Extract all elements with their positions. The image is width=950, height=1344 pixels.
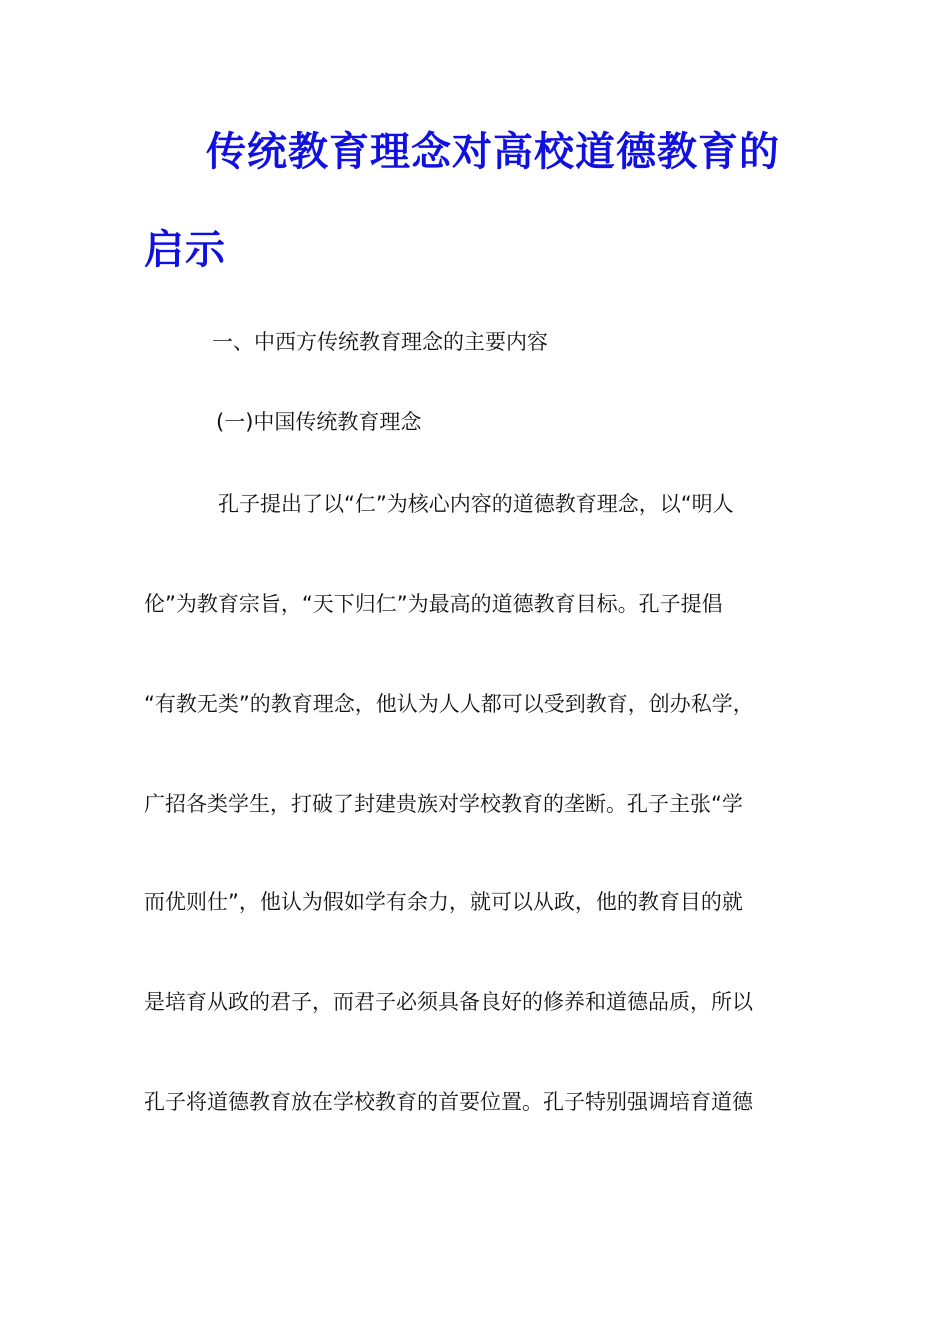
paragraph-line-4: 广招各类学生，打破了封建贵族对学校教育的垄断。孔子主张“学 bbox=[144, 792, 743, 816]
paragraph-line-1: 孔子提出了以“仁”为核心内容的道德教育理念，以“明人 bbox=[218, 492, 734, 516]
subsection-heading: (一)中国传统教育理念 bbox=[216, 410, 422, 434]
document-title-line-1: 传统教育理念对高校道德教育的 bbox=[206, 128, 780, 175]
paragraph-line-7: 孔子将道德教育放在学校教育的首要位置。孔子特别强调培育道德 bbox=[144, 1090, 753, 1114]
paragraph-line-6: 是培育从政的君子，而君子必须具备良好的修养和道德品质，所以 bbox=[144, 990, 753, 1014]
document-title-line-2: 启示 bbox=[144, 226, 226, 273]
paragraph-line-5: 而优则仕”，他认为假如学有余力，就可以从政，他的教育目的就 bbox=[144, 890, 743, 914]
paragraph-line-2: 伦”为教育宗旨，“天下归仁”为最高的道德教育目标。孔子提倡 bbox=[144, 592, 723, 616]
paragraph-line-3: “有教无类”的教育理念，他认为人人都可以受到教育，创办私学， bbox=[144, 692, 754, 716]
section-heading: 一、中西方传统教育理念的主要内容 bbox=[212, 330, 548, 354]
